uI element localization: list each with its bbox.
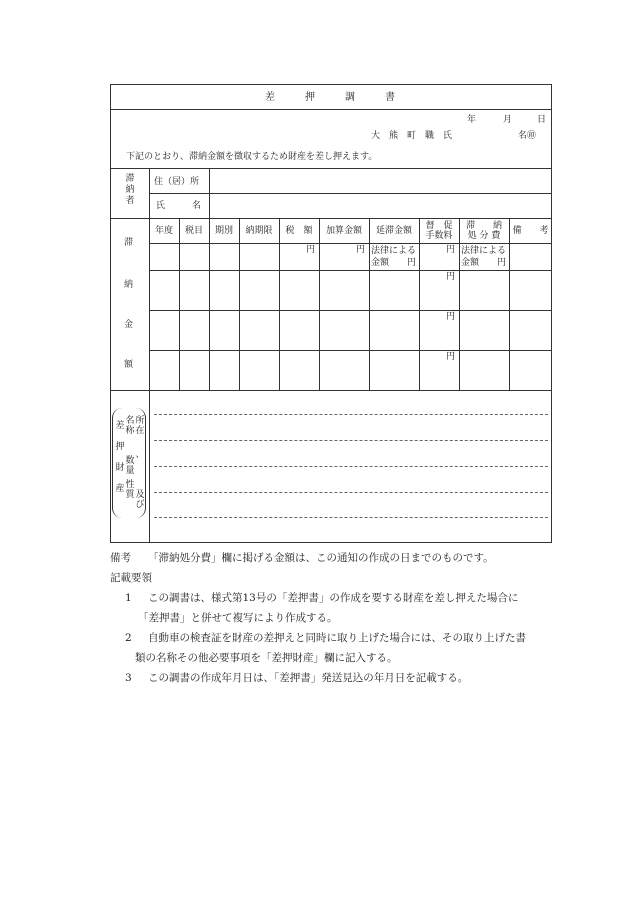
instructions-title: 記載要領 <box>110 572 152 584</box>
entry-line <box>154 466 548 467</box>
header-remarks: 備 考 <box>512 226 549 236</box>
header-fiscal-year: 年度 <box>154 226 173 236</box>
reminder-fee-unit: 円 <box>446 312 456 322</box>
disposal-statutory: 法律による 金額 円 <box>461 246 507 268</box>
header-period: 期別 <box>214 226 233 236</box>
instruction-number: 2 <box>125 632 132 644</box>
name-label: 氏 名 <box>156 201 202 211</box>
instruction-text: この調書は、様式第13号の「差押書」の作成を要する財産を差し押えた場合に <box>148 592 519 604</box>
tax-amount-unit: 円 <box>306 245 316 255</box>
amount-side-label-3: 金 <box>124 320 134 330</box>
amount-side-label-4: 額 <box>124 360 134 370</box>
page-title: 差 押 調 書 <box>265 92 395 103</box>
amount-side-label-1: 滞 <box>124 238 134 248</box>
issuer-seal: 名㊞ <box>518 131 537 141</box>
divider <box>149 193 552 194</box>
address-label: 住（居）所 <box>154 177 200 187</box>
header-disposal-cost: 滞 納 処 分 費 <box>465 221 502 241</box>
divider <box>149 350 552 351</box>
divider <box>110 109 552 110</box>
header-delinquency-charge: 延滞金額 <box>375 226 412 236</box>
instruction-number: 1 <box>125 592 132 604</box>
divider <box>149 310 552 311</box>
seized-property-label: 差 押 財 産 <box>115 421 125 494</box>
divider <box>149 168 150 543</box>
divider <box>110 390 552 391</box>
amount-side-label-2: 納 <box>124 280 134 290</box>
entry-line <box>154 492 548 493</box>
entry-line <box>154 517 548 518</box>
header-tax-item: 税目 <box>184 226 203 236</box>
remark-text: 「滞納処分費」欄に掲げる金額は、この通知の作成の日までのものです。 <box>148 552 494 564</box>
header-tax-amount: 税 額 <box>285 226 313 236</box>
instruction-text: この調書の作成年月日は、「差押書」発送見込の年月日を記載する。 <box>148 672 469 684</box>
entry-line <box>154 414 548 415</box>
reminder-fee-unit: 円 <box>446 245 456 255</box>
date-month-label: 月 <box>503 115 513 125</box>
instruction-text: 類の名称その他必要事項を「差押財産」欄に記入する。 <box>135 652 398 664</box>
divider <box>149 243 552 244</box>
instruction-text: 「差押書」と併せて複写により作成する。 <box>138 612 338 624</box>
additional-tax-unit: 円 <box>356 245 366 255</box>
seized-property-sublabel: 名 称 数 量 性 質 <box>125 416 135 500</box>
issuer-name: 大 熊 町 職 氏 <box>371 131 453 141</box>
intro-text: 下記のとおり、滞納金額を徴収するため財産を差し押えます。 <box>126 152 378 162</box>
seized-property-sublabel-2: 所 在 、 及 び <box>135 416 145 510</box>
header-reminder-fee: 督 促 手数料 <box>425 221 453 241</box>
divider <box>149 270 552 271</box>
reminder-fee-unit: 円 <box>446 272 456 282</box>
entry-line <box>154 440 548 441</box>
divider <box>110 218 552 219</box>
debtor-label: 滞 納 者 <box>125 174 135 206</box>
instruction-number: 3 <box>125 672 132 684</box>
date-day-label: 日 <box>537 115 547 125</box>
header-additional-tax: 加算金額 <box>325 226 362 236</box>
remark-label: 備考 <box>110 552 131 564</box>
reminder-fee-unit: 円 <box>446 352 456 362</box>
divider <box>110 168 552 169</box>
date-year-label: 年 <box>467 115 477 125</box>
instruction-text: 自動車の検査証を財産の差押えと同時に取り上げた場合には、その取り上げた書 <box>148 632 526 644</box>
delinquency-statutory: 法律による 金額 円 <box>371 246 417 268</box>
header-due-date: 納期限 <box>245 226 273 236</box>
